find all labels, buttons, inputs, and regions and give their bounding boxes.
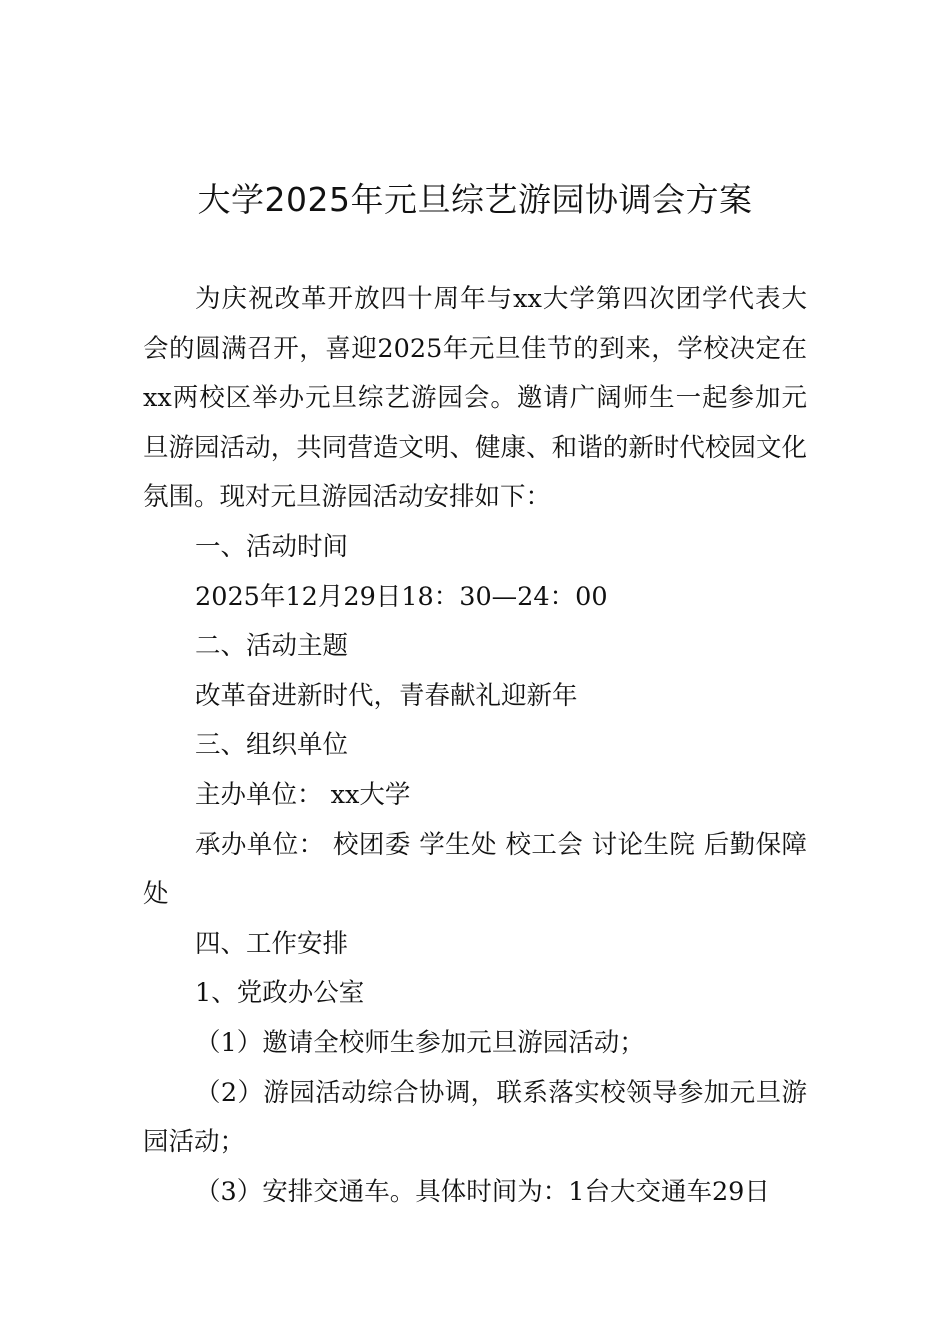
section-heading-organizers: 三、组织单位 <box>195 730 349 761</box>
section-heading-arrangements: 四、工作安排 <box>195 928 349 959</box>
co-organizer-line: 承办单位： 校团委 学生处 校工会 讨论生院 后勤保障处 <box>143 829 807 910</box>
list-item-invite: （1）邀请全校师生参加元旦游园活动； <box>195 1027 645 1058</box>
subsection-heading-office: 1、党政办公室 <box>195 978 365 1009</box>
document-body <box>143 275 807 1217</box>
activity-time: 2025年12月29日18：30—24：00 <box>195 581 608 612</box>
organizer-line: 主办单位： xx大学 <box>195 779 411 810</box>
activity-theme: 改革奋进新时代，青春献礼迎新年 <box>195 680 578 711</box>
intro-paragraph: 为庆祝改革开放四十周年与xx大学第四次团学代表大会的圆满召开，喜迎2025年元旦佳节的到来，学校决定在xx两校区举办元旦综艺游园会。邀请广阔师生一起参加元旦游园活动，共同营造文明、健康、和谐的新时代校园文化氛围。现对元旦游园活动安排如下： <box>143 284 807 513</box>
section-heading-time: 一、活动时间 <box>195 531 349 562</box>
section-heading-theme: 二、活动主题 <box>195 631 349 662</box>
document-title: 大学2025年元旦综艺游园协调会方案 <box>197 180 753 219</box>
list-item-coordination: （2）游园活动综合协调，联系落实校领导参加元旦游园活动； <box>143 1077 807 1158</box>
list-item-transport: （3）安排交通车。具体时间为：1台大交通车29日 <box>195 1176 770 1207</box>
